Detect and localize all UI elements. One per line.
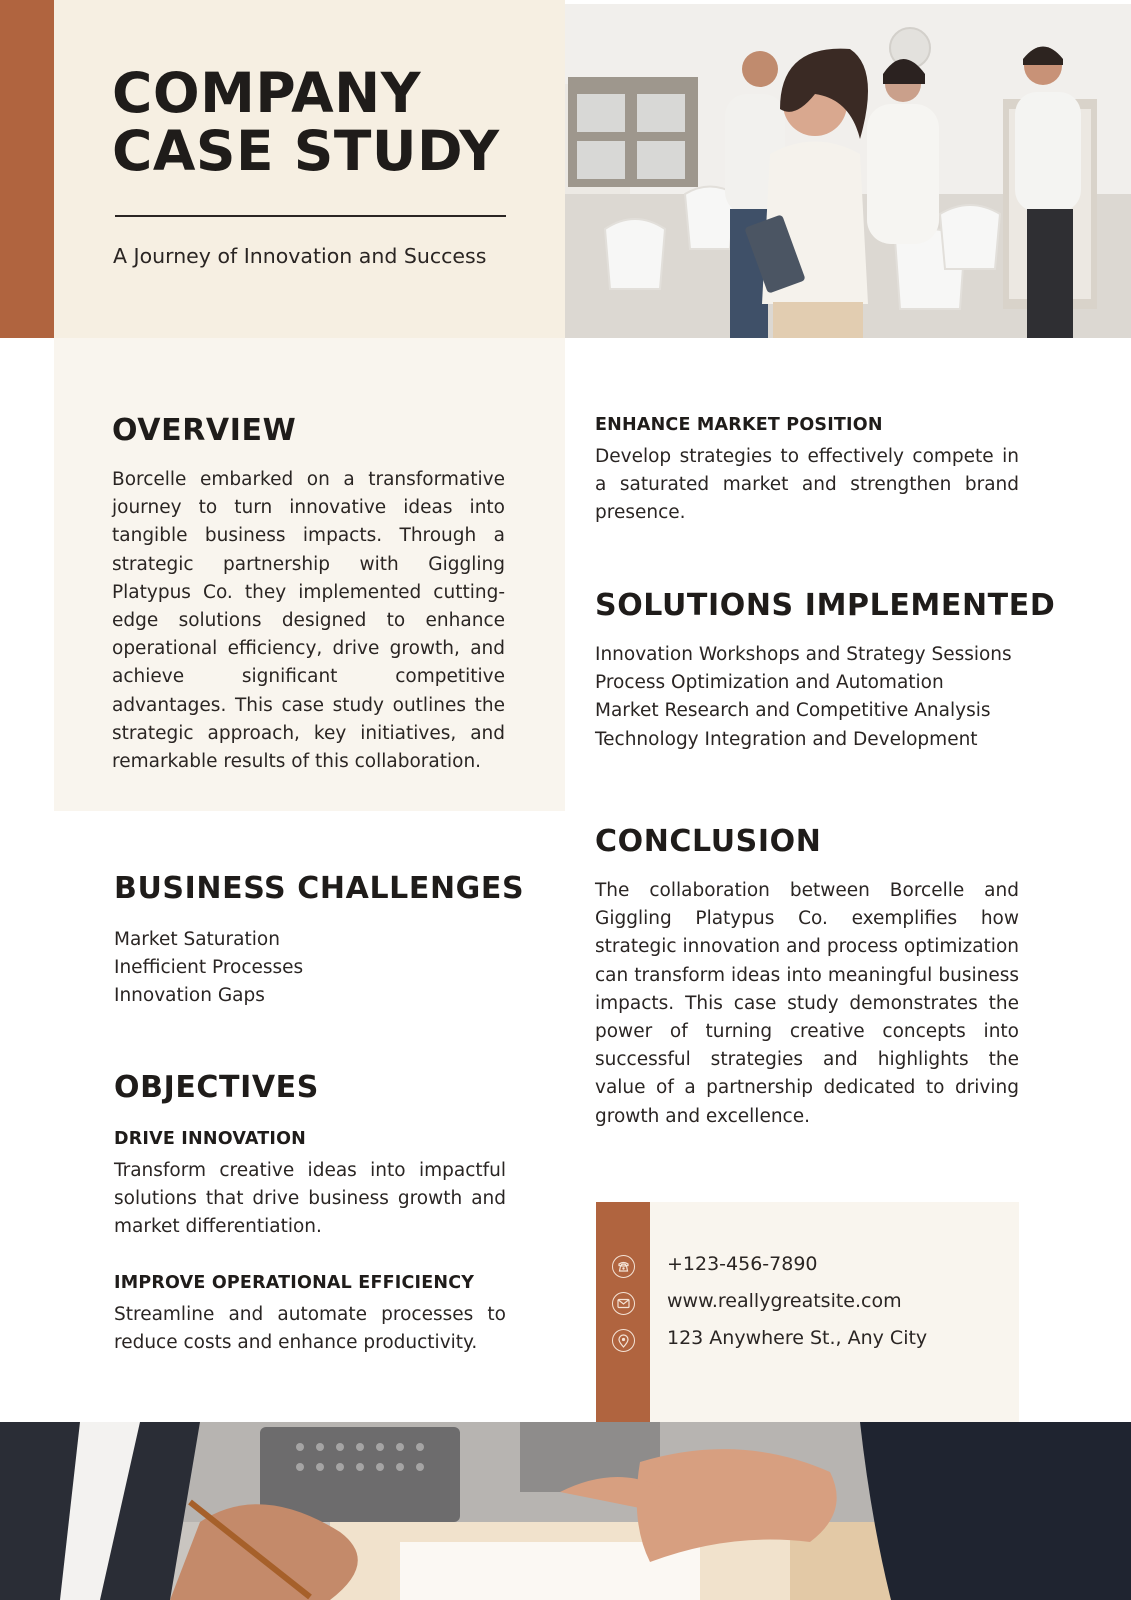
objective-title: ENHANCE MARKET POSITION: [595, 415, 883, 435]
team-photo: [565, 4, 1131, 338]
objective-title: DRIVE INNOVATION: [114, 1129, 307, 1149]
conclusion-text: The collaboration between Borcelle and Giggling Platypus Co. exemplifies how strategic innovation and process optimization can transform ideas into meaningful business impacts. This case study demonstrates the power of turning creative concepts into successful strategies and highlights the value of a partnership dedicated to driving growth and excellence.: [595, 880, 1019, 1127]
phone-icon: [612, 1255, 635, 1278]
objective-text: Develop strategies to effectively compete in a saturated market and strengthen brand presence.: [595, 446, 1019, 524]
list-item: Innovation Gaps: [114, 985, 265, 1007]
contact-panel: [650, 1202, 1019, 1422]
objective-text: Transform creative ideas into impactful solutions that drive business growth and market differentiation.: [114, 1160, 506, 1238]
objective-title: IMPROVE OPERATIONAL EFFICIENCY: [114, 1273, 475, 1293]
mail-icon: [612, 1292, 635, 1315]
solutions-heading: SOLUTIONS IMPLEMENTED: [595, 588, 1056, 623]
list-item: Innovation Workshops and Strategy Sessions: [595, 644, 1012, 665]
overview-heading: OVERVIEW: [112, 413, 297, 448]
phone-link[interactable]: +123-456-7890: [667, 1253, 818, 1275]
list-item: Inefficient Processes: [114, 957, 304, 979]
title-divider: [115, 215, 506, 217]
solutions-list: [595, 641, 1012, 754]
title-line-1: COMPANY: [112, 61, 422, 125]
list-item: Process Optimization and Automation: [595, 672, 944, 694]
list-item: Market Research and Competitive Analysis: [595, 700, 991, 722]
business-challenges-heading: BUSINESS CHALLENGES: [114, 871, 525, 906]
address-text: 123 Anywhere St., Any City: [667, 1327, 928, 1349]
title-line-2: CASE STUDY: [112, 119, 500, 183]
conclusion-heading: CONCLUSION: [595, 824, 822, 859]
page-subtitle: A Journey of Innovation and Success: [113, 244, 487, 268]
business-challenges-list: [114, 926, 303, 1011]
header-accent-bar: [0, 0, 54, 338]
list-item: Market Saturation: [114, 929, 280, 950]
location-pin-icon: [612, 1329, 635, 1352]
objectives-heading: OBJECTIVES: [114, 1070, 319, 1105]
list-item: Technology Integration and Development: [595, 728, 978, 750]
objective-text: Streamline and automate processes to reduce costs and enhance productivity.: [114, 1304, 506, 1354]
page-title: [112, 61, 552, 183]
website-link[interactable]: www.reallygreatsite.com: [667, 1290, 902, 1312]
overview-text: Borcelle embarked on a transformative journey to turn innovative ideas into tangible business impacts. Through a strategic partnership with Giggling Platypus Co. they implemented cutting-edge solutions designed to enhance operational efficiency, drive growth, and achieve significant competitive advantages. This case study outlines the strategic approach, key initiatives, and remarkable results of this collaboration.: [112, 469, 505, 773]
handshake-photo: [0, 1422, 1131, 1600]
